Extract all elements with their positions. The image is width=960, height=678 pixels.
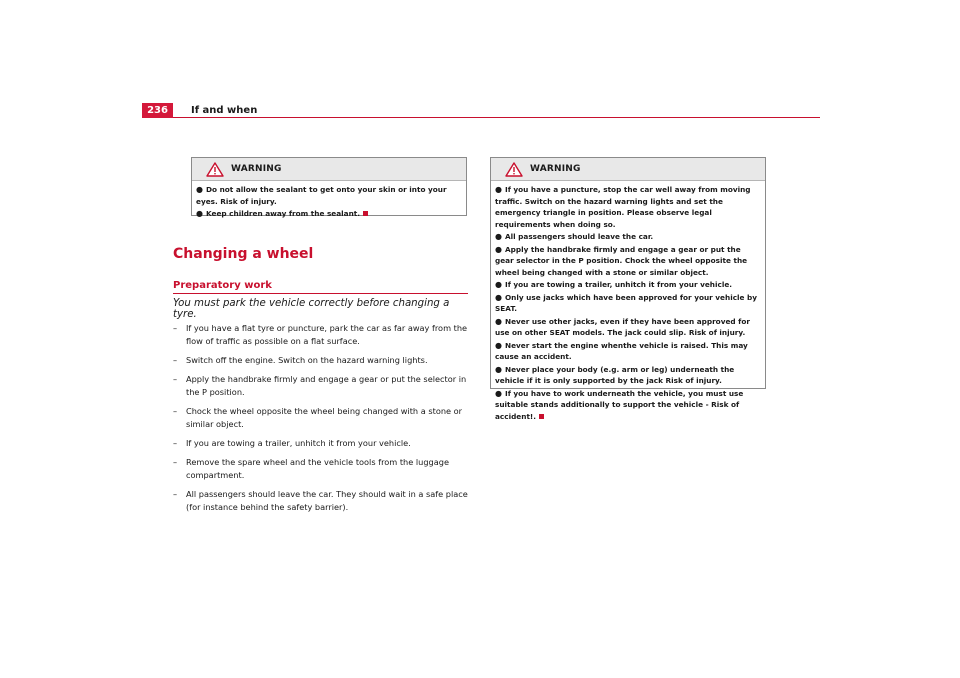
warning-body	[192, 181, 466, 225]
list-item: – All passengers should leave the car. They should wait in a safe place (for instance behind the safety barrier).	[173, 489, 468, 512]
warning-item: ● Never place your body (e.g. arm or leg) underneath the vehicle if it is only supported by the jack Risk of injury.	[495, 364, 735, 385]
page-number: 236	[142, 103, 173, 118]
warning-triangle-icon	[206, 162, 224, 177]
bullet-icon: ●	[495, 388, 502, 398]
bullet-icon: ●	[495, 364, 502, 374]
header-rule	[173, 117, 820, 118]
warning-title: WARNING	[530, 164, 581, 174]
warning-triangle-icon	[505, 162, 523, 177]
warning-item: ● Do not allow the sealant to get onto your skin or into your eyes. Risk of injury.	[196, 185, 447, 206]
list-item: – If you are towing a trailer, unhitch it from your vehicle.	[173, 438, 411, 448]
steps-list	[173, 322, 469, 520]
warning-item: ● If you are towing a trailer, unhitch it from your vehicle.	[495, 280, 733, 289]
bullet-icon: ●	[495, 316, 502, 326]
list-item: – If you have a flat tyre or puncture, park the car as far away from the flow of traffic as possible on a flat surface.	[173, 323, 468, 346]
warning-item: ● Never start the engine whenthe vehicle is raised. This may cause an accident.	[495, 340, 748, 361]
list-item: – Remove the spare wheel and the vehicle tools from the luggage compartment.	[173, 457, 449, 480]
list-item: – Chock the wheel opposite the wheel being changed with a stone or similar object.	[173, 406, 463, 429]
bullet-icon: ●	[196, 185, 203, 194]
section-heading: Changing a wheel	[173, 246, 314, 262]
warning-body	[491, 181, 765, 427]
end-marker-icon	[539, 414, 544, 419]
subheading: Preparatory work	[173, 280, 272, 291]
warning-item: ● Only use jacks which have been approved for your vehicle by SEAT.	[495, 292, 757, 313]
warning-item: ● If you have to work underneath the vehicle, you must use suitable stands additionally to support the vehicle - Risk of accident!.	[495, 388, 744, 421]
bullet-icon: ●	[495, 280, 502, 289]
bullet-icon: ●	[495, 340, 502, 350]
section-title: If and when	[191, 105, 258, 116]
bullet-icon: ●	[495, 292, 502, 302]
bullet-icon: ●	[196, 209, 203, 218]
warning-title: WARNING	[231, 164, 282, 174]
list-item: – Apply the handbrake firmly and engage a gear or put the selector in the P position.	[173, 374, 467, 397]
warning-item: ● Keep children away from the sealant.	[196, 208, 462, 220]
bullet-icon: ●	[495, 185, 502, 194]
warning-box-right	[490, 157, 766, 421]
warning-box-left	[191, 157, 467, 216]
subheading-rule	[173, 293, 468, 294]
intro-text: You must park the vehicle correctly before changing a tyre.	[173, 298, 450, 320]
end-marker-icon	[363, 211, 368, 216]
bullet-icon: ●	[495, 232, 502, 241]
list-item: – Switch off the engine. Switch on the hazard warning lights.	[173, 355, 428, 365]
warning-header	[491, 158, 765, 181]
warning-item: ● All passengers should leave the car.	[495, 232, 654, 241]
warning-item: ● If you have a puncture, stop the car well away from moving traffic. Switch on the hazard warning lights and set the emergency triangle in position. Please observe legal requirements when doing so.	[495, 185, 751, 229]
warning-header	[192, 158, 466, 181]
bullet-icon: ●	[495, 244, 502, 254]
warning-item: ● Never use other jacks, even if they have been approved for use on other SEAT models. The jack could slip. Risk of injury.	[495, 316, 750, 337]
warning-item: ● Apply the handbrake firmly and engage a gear or put the gear selector in the P position. Chock the wheel opposite the wheel being changed with a stone or similar object.	[495, 244, 748, 277]
